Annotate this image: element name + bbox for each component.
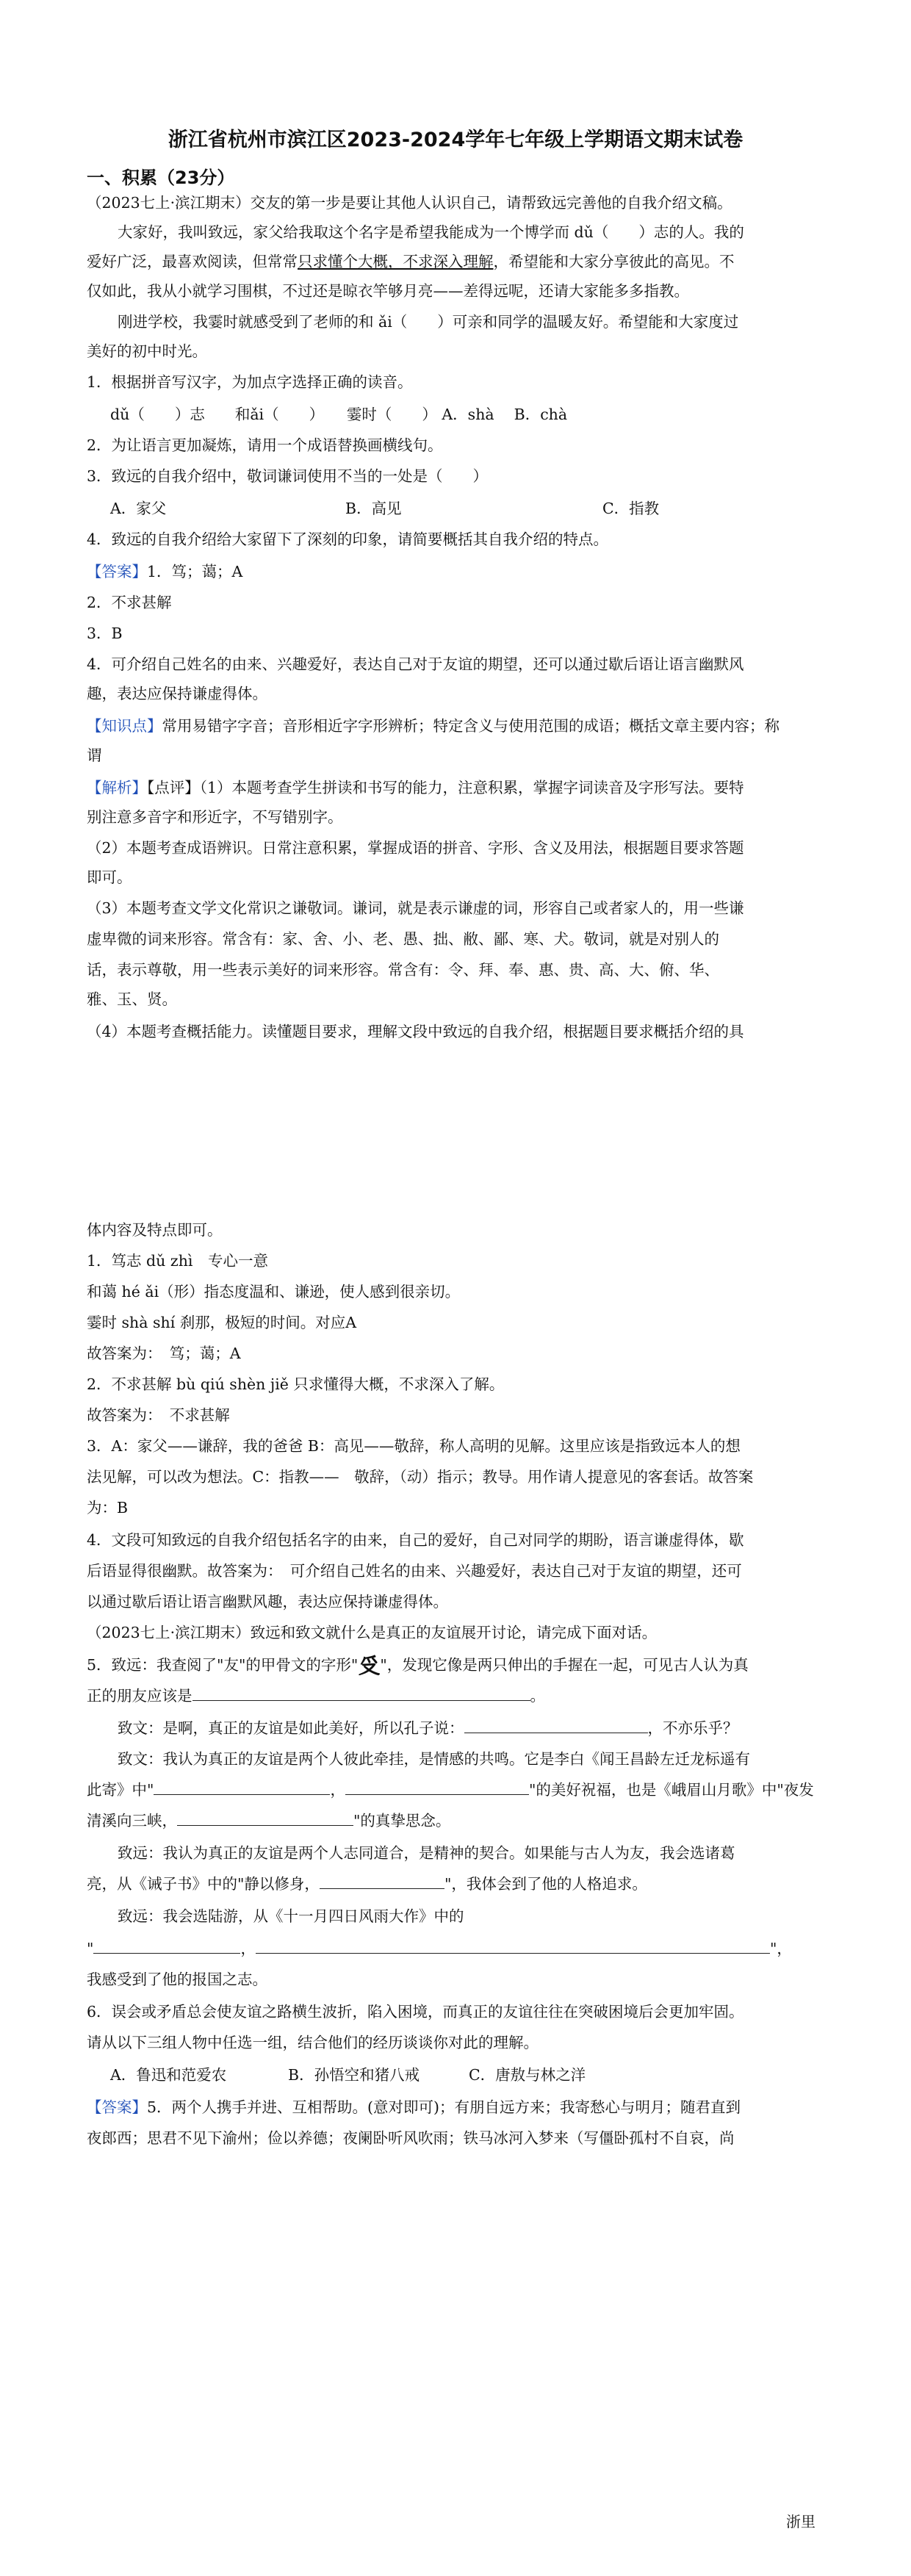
- passage-text: 爱好广泛，最喜欢阅读，但常常: [87, 253, 298, 270]
- question-5-line: 致文：我认为真正的友谊是两个人彼此牵挂，是情感的共鸣。它是李白《闻王昌龄左迁龙标遥有: [118, 1750, 750, 1768]
- answer-line: 3．B: [87, 625, 123, 642]
- question-3: 3．致远的自我介绍中，敬词谦词使用不当的一处是（ ）: [87, 467, 489, 485]
- page-title: 浙江省杭州市滨江区2023-2024学年七年级上学期语文期末试卷: [168, 129, 743, 151]
- intro-line: （2023七上·滨江期末）致远和致文就什么是真正的友谊展开讨论，请完成下面对话。: [87, 1624, 658, 1641]
- answer-line: [87, 2097, 741, 2118]
- answer-text: 1．笃；蔼；A: [147, 563, 243, 580]
- option-b: B．孙悟空和猪八戒: [288, 2066, 420, 2084]
- q5-text: ": [87, 1940, 94, 1957]
- question-5-line: [87, 1938, 792, 1959]
- knowledge-line: 谓: [87, 746, 102, 764]
- analysis-tag: 【解析】: [87, 779, 147, 796]
- q5-text: 5．致远：我查阅了"友"的甲骨文的字形": [87, 1656, 359, 1674]
- question-5: [87, 1655, 749, 1677]
- question-5-line: [87, 1780, 814, 1800]
- analysis-line: 3．A：家父——谦辞，我的爸爸 B：高见——敬辞，称人高明的见解。这里应该是指致远本人的想: [87, 1437, 741, 1455]
- passage-line: 仅如此，我从小就学习围棋，不过还是晾衣竿够月亮——差得远呢，还请大家能多多指教。: [87, 282, 689, 300]
- question-5-line: [87, 1685, 545, 1706]
- analysis-line: 故答案为： 不求甚解: [87, 1406, 230, 1424]
- analysis-line: 故答案为： 笃；蔼；A: [87, 1345, 241, 1362]
- analysis-line: 即可。: [87, 868, 132, 886]
- question-5-line: [118, 1718, 738, 1738]
- passage-line: [87, 251, 735, 272]
- analysis-line: （3）本题考查文学文化常识之谦敬词。谦词，就是表示谦虚的词，形容自己或者家人的，用一些谦: [87, 899, 744, 917]
- analysis-line: 话，表示尊敬，用一些表示美好的词来形容。常含有：令、拜、奉、惠、贵、高、大、俯、华、: [87, 961, 719, 979]
- q5-text: "的美好祝福，也是《峨眉山月歌》中"夜发: [528, 1781, 814, 1799]
- q5-text: ，: [330, 1781, 345, 1799]
- answer-tag: 【答案】: [87, 563, 147, 580]
- knowledge-line: [87, 716, 779, 736]
- passage-line: 大家好，我叫致远，家父给我取这个名字是希望我能成为一个博学而 dǔ（ ）志的人。我的: [118, 223, 744, 241]
- passage-line: 刚进学校，我霎时就感受到了老师的和 ǎi（ ）可亲和同学的温暖友好。希望能和大家度过: [118, 313, 739, 331]
- section-heading: 一、积累（23分）: [87, 168, 235, 188]
- question-5-line: 致远：我会选陆游，从《十一月四日风雨大作》中的: [118, 1907, 464, 1925]
- analysis-line: [87, 777, 744, 798]
- page-footer: 浙里: [786, 2513, 815, 2530]
- q5-text: "，: [769, 1940, 792, 1957]
- q5-text: "，我体会到了他的人格追求。: [444, 1875, 647, 1893]
- analysis-line: 为：B: [87, 1499, 129, 1517]
- question-2: 2．为让语言更加凝炼，请用一个成语替换画横线句。: [87, 436, 443, 454]
- knowledge-tag: 【知识点】: [87, 717, 162, 735]
- answer-blank[interactable]: [192, 1685, 530, 1701]
- question-4: 4．致远的自我介绍给大家留下了深刻的印象，请简要概括其自我介绍的特点。: [87, 530, 609, 548]
- q5-text: 此寄》中": [87, 1781, 154, 1799]
- oracle-glyph: 𠬪: [358, 1653, 381, 1679]
- analysis-line: 法见解，可以改为想法。C：指教—— 敬辞，（动）指示；教导。用作请人提意见的客套话。故答案: [87, 1468, 754, 1486]
- analysis-line: 虚卑微的词来形容。常含有：家、舍、小、老、愚、拙、敝、鄙、寒、犬。敬词，就是对别人的: [87, 930, 719, 948]
- q5-text: 清溪向三峡，: [87, 1812, 177, 1830]
- answer-blank[interactable]: [345, 1780, 529, 1795]
- q5-text: 致文：是啊，真正的友谊是如此美好，所以孔子说：: [118, 1719, 464, 1737]
- analysis-line: 后语显得很幽默。故答案为： 可介绍自己姓名的由来、兴趣爱好，表达自己对于友谊的期望，还可: [87, 1562, 742, 1580]
- passage-line: 美好的初中时光。: [87, 342, 207, 360]
- analysis-text: 【点评】（1）本题考查学生拼读和书写的能力，注意积累，掌握字词读音及字形写法。要特: [147, 779, 744, 796]
- answer-line: 夜郎西；思君不见下渝州；俭以养德；夜阑卧听风吹雨；铁马冰河入梦来（写僵卧孤村不自哀，尚: [87, 2129, 735, 2147]
- question-5-line: 我感受到了他的报国之志。: [87, 1971, 267, 1988]
- question-1: 1．根据拼音写汉字，为加点字选择正确的读音。: [87, 373, 413, 391]
- q5-text: 亮，从《诫子书》中的"静以修身，: [87, 1875, 320, 1893]
- answer-text: 5．两个人携手并进、互相帮助。(意对即可)；有朋自远方来；我寄愁心与明月；随君直到: [147, 2098, 741, 2116]
- q5-text: 。: [530, 1687, 545, 1705]
- question-5-line: 致远：我认为真正的友谊是两个人志同道合，是精神的契合。如果能与古人为友，我会选诸葛: [118, 1844, 735, 1862]
- answer-tag: 【答案】: [87, 2098, 147, 2116]
- option-a: A．家父: [110, 500, 167, 517]
- analysis-line: 霎时 shà shí 刹那，极短的时间。对应A: [87, 1314, 357, 1331]
- q5-text: 正的朋友应该是: [87, 1687, 192, 1705]
- question-6-line: 请从以下三组人物中任选一组，结合他们的经历谈谈你对此的理解。: [87, 2034, 539, 2051]
- q5-text: "，发现它像是两只伸出的手握在一起，可见古人认为真: [380, 1656, 749, 1674]
- analysis-line: （2）本题考查成语辨识。日常注意积累，掌握成语的拼音、字形、含义及用法，根据题目要求答题: [87, 839, 744, 857]
- answer-blank[interactable]: [93, 1938, 240, 1954]
- intro-line: （2023七上·滨江期末）交友的第一步是要让其他人认识自己，请帮致远完善他的自我介绍文稿。: [87, 194, 732, 212]
- q5-text: "的真挚思念。: [353, 1812, 451, 1830]
- question-5-line: [87, 1874, 647, 1894]
- underlined-phrase: 只求懂个大概，不求深入理解: [298, 253, 494, 270]
- answer-blank[interactable]: [256, 1938, 770, 1954]
- question-1-items: dǔ（ ）志 和ǎi（ ） 霎时（ ） A．shà B．chà: [110, 406, 568, 423]
- answer-blank[interactable]: [154, 1780, 330, 1795]
- answer-blank[interactable]: [177, 1810, 353, 1826]
- answer-line: 趣，表达应保持谦虚得体。: [87, 685, 267, 702]
- option-b: B．高见: [345, 500, 402, 517]
- analysis-line: 1．笃志 dǔ zhì 专心一意: [87, 1252, 268, 1270]
- passage-text: ，希望能和大家分享彼此的高见。不: [493, 253, 735, 270]
- answer-blank[interactable]: [320, 1874, 444, 1889]
- answer-blank[interactable]: [464, 1718, 648, 1733]
- question-6: 6．误会或矛盾总会使友谊之路横生波折，陷入困境，而真正的友谊往往在突破困境后会更加牢固。: [87, 2003, 744, 2021]
- analysis-line: 以通过歇后语让语言幽默风趣，表达应保持谦虚得体。: [87, 1593, 448, 1611]
- analysis-line: 4．文段可知致远的自我介绍包括名字的由来，自己的爱好，自己对同学的期盼，语言谦虚得体，歇: [87, 1531, 744, 1549]
- option-c: C．指教: [602, 500, 660, 517]
- q5-text: ，不亦乐乎？: [647, 1719, 738, 1737]
- q5-text: ，: [240, 1940, 256, 1957]
- answer-line: 2．不求甚解: [87, 594, 172, 611]
- analysis-line: 2．不求甚解 bù qiú shèn jiě 只求懂得大概，不求深入了解。: [87, 1375, 505, 1393]
- option-c: C．唐敖与林之洋: [469, 2066, 586, 2084]
- analysis-line: 别注意多音字和形近字，不写错别字。: [87, 808, 343, 826]
- knowledge-text: 常用易错字字音；音形相近字字形辨析；特定含义与使用范围的成语；概括文章主要内容；称: [162, 717, 779, 735]
- analysis-line: 体内容及特点即可。: [87, 1221, 223, 1239]
- question-5-line: [87, 1810, 450, 1831]
- analysis-line: 和蔼 hé ǎi（形）指态度温和、谦逊，使人感到很亲切。: [87, 1283, 461, 1300]
- analysis-line: （4）本题考查概括能力。读懂题目要求，理解文段中致远的自我介绍，根据题目要求概括介绍的具: [87, 1023, 744, 1040]
- option-a: A．鲁迅和范爱农: [110, 2066, 227, 2084]
- answer-line: [87, 561, 242, 582]
- answer-line: 4．可介绍自己姓名的由来、兴趣爱好，表达自己对于友谊的期望，还可以通过歇后语让语言幽默风: [87, 655, 744, 673]
- analysis-line: 雅、玉、贤。: [87, 990, 177, 1008]
